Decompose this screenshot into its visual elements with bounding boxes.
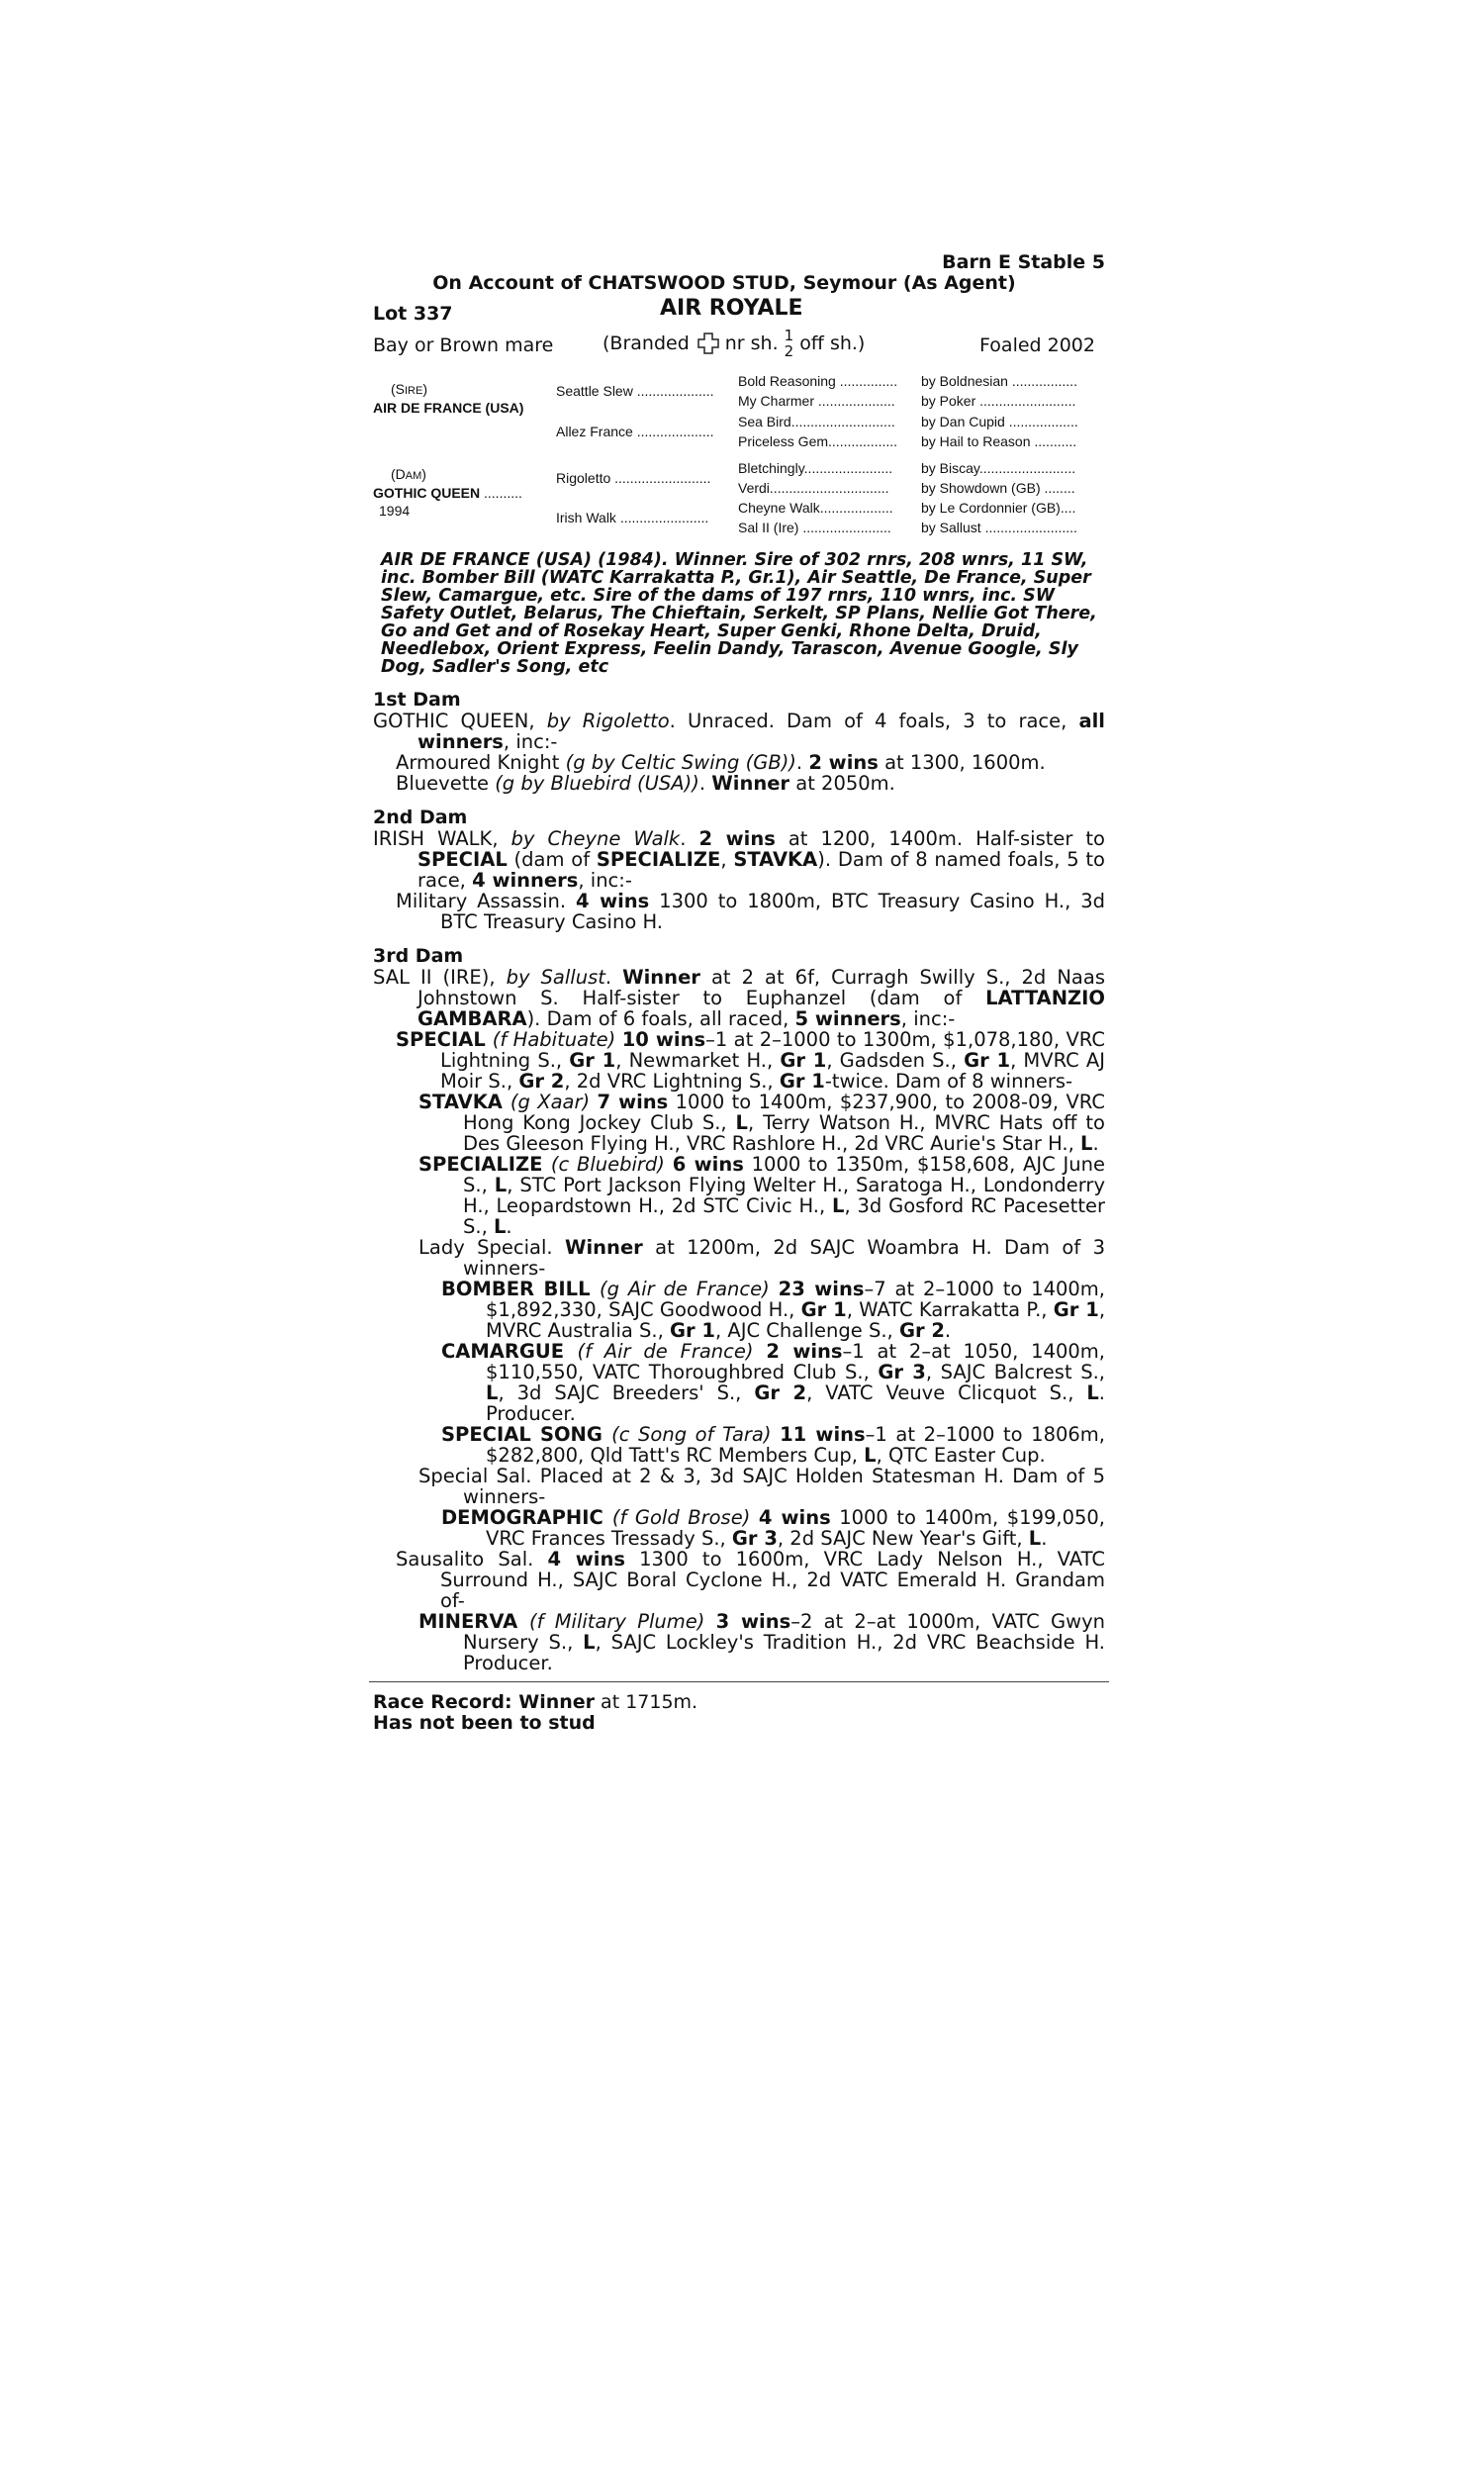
progeny-sausalito-sal: Sausalito Sal. 4 wins 1300 to 1600m, VRC Lady Nelson H., VATC Surround H., SAJC Boral Cyclone H., 2d VATC Emerald H. Grandam of- — [396, 1548, 1105, 1612]
gen4-8: by Sallust ........................ — [921, 520, 1077, 535]
foaled-year: Foaled 2002 — [979, 334, 1095, 356]
progeny-bomber-bill: BOMBER BILL (g Air de France) 23 wins–7 at 2–1000 to 1400m, $1,892,330, SAJC Goodwood H., Gr 1, WATC Karrakatta P., Gr 1, MVRC Australia S., Gr 1, AJC Challenge S., Gr 2. — [441, 1278, 1106, 1342]
second-dam-heading: 2nd Dam — [373, 807, 468, 828]
catalogue-page — [373, 252, 1105, 1734]
gen3-1: Bold Reasoning ............... — [738, 373, 898, 389]
colour-sex: Bay or Brown mare — [373, 334, 554, 356]
gen4-7: by Le Cordonnier (GB).... — [921, 500, 1076, 516]
grandsire-1: Seattle Slew .................... — [556, 383, 714, 399]
stud-status: Has not been to stud — [373, 1712, 596, 1734]
progeny-special: SPECIAL (f Habituate) 10 wins–1 at 2–1000 to 1300m, $1,078,180, VRC Lightning S., Gr 1, Newmarket H., Gr 1, Gadsden S., Gr 1, MVRC AJ Moir S., Gr 2, 2d VRC Lightning S., Gr 1-twice. Dam of 8 winners- — [396, 1028, 1106, 1093]
gen3-3: Sea Bird........................... — [738, 414, 895, 429]
lot-row — [373, 298, 1105, 328]
brand-mark-icon — [696, 331, 721, 356]
progeny-stavka: STAVKA (g Xaar) 7 wins 1000 to 1400m, $237,900, to 2008-09, VRC Hong Kong Jockey Club S., L, Terry Watson H., MVRC Hats off to Des Gleeson Flying H., VRC Rashlore H., 2d VRC Aurie's Star H., L. — [418, 1091, 1106, 1155]
gen4-1: by Boldnesian ................. — [921, 373, 1077, 389]
first-dam-entry: GOTHIC QUEEN, by Rigoletto. Unraced. Dam of 4 foals, 3 to race, all winners, inc:- — [373, 710, 1105, 753]
divider — [369, 1681, 1109, 1682]
gen3-7: Cheyne Walk................... — [738, 500, 893, 516]
gen3-2: My Charmer .................... — [738, 393, 895, 409]
progeny-minerva: MINERVA (f Military Plume) 3 wins–2 at 2–at 1000m, VATC Gwyn Nursery S., L, SAJC Lockley's Tradition H., 2d VRC Beachside H. Producer. — [418, 1610, 1105, 1674]
sire-name: AIR DE FRANCE (USA) — [373, 400, 524, 416]
brand-mid: nr sh. — [724, 332, 779, 354]
progeny-demographic: DEMOGRAPHIC (f Gold Brose) 4 wins 1000 to 1400m, $199,050, VRC Frances Tressady S., Gr 3, 2d SAJC New Year's Gift, L. — [441, 1506, 1105, 1550]
third-dam-heading: 3rd Dam — [373, 945, 464, 967]
lot-number: Lot 337 — [373, 303, 453, 325]
progeny-specialize: SPECIALIZE (c Bluebird) 6 wins 1000 to 1350m, $158,608, AJC June S., L, STC Port Jackson Flying Welter H., Saratoga H., Londonderry H., Leopardstown H., 2d STC Civic H., L, 3d Gosford RC Pacesetter S., L. — [418, 1153, 1106, 1238]
gen3-5: Bletchingly....................... — [738, 460, 893, 476]
brand-description — [603, 328, 865, 359]
brand-fraction — [785, 328, 794, 359]
brand-close: off sh.) — [799, 332, 866, 354]
grandsire-2: Rigoletto ......................... — [556, 470, 711, 486]
gen4-2: by Poker ......................... — [921, 393, 1076, 409]
brand-open: (Branded — [603, 332, 690, 354]
vendor-account: On Account of CHATSWOOD STUD, Seymour (As Agent) — [432, 272, 1016, 294]
fraction-denominator: 2 — [784, 342, 794, 360]
first-dam-heading: 1st Dam — [373, 689, 461, 711]
fraction-numerator: 1 — [784, 327, 794, 344]
gen3-8: Sal II (Ire) ....................... — [738, 520, 891, 535]
gen4-3: by Dan Cupid .................. — [921, 414, 1078, 429]
gen3-6: Verdi............................... — [738, 480, 889, 496]
dam-year: 1994 — [379, 503, 411, 519]
dam-label: (DAM) — [391, 466, 426, 482]
granddam-2: Irish Walk ....................... — [556, 510, 709, 525]
progeny-lady-special: Lady Special. Winner at 1200m, 2d SAJC Woambra H. Dam of 3 winners- — [418, 1236, 1105, 1280]
progeny-armoured-knight: Armoured Knight (g by Celtic Swing (GB)). 2 wins at 1300, 1600m. — [396, 751, 1046, 774]
horse-name: AIR ROYALE — [660, 296, 803, 321]
progeny-military-assassin: Military Assassin. 4 wins 1300 to 1800m, BTC Treasury Casino H., 3d BTC Treasury Casino H. — [396, 890, 1106, 933]
sire-label: (SIRE) — [391, 381, 428, 397]
dam-name: GOTHIC QUEEN .......... — [373, 485, 522, 501]
progeny-special-song: SPECIAL SONG (c Song of Tara) 11 wins–1 at 2–1000 to 1806m, $282,800, Qld Tatt's RC Members Cup, L, QTC Easter Cup. — [441, 1423, 1105, 1467]
granddam-1: Allez France .................... — [556, 424, 714, 439]
sire-note: AIR DE FRANCE (USA) (1984). Winner. Sire of 302 rnrs, 208 wnrs, 11 SW, inc. Bomber Bill (WATC Karrakatta P., Gr.1), Air Seattle, De France, Super Slew, Camargue, etc. Sire of the dams of 197 rnrs, 110 wnrs, inc. SW Safety Outlet, Belarus, The Chieftain, Serkelt, SP Plans, Nellie Got There, Go and Get and of Rosekay Heart, Super Genki, Rhone Delta, Druid, Needlebox, Orient Express, Feelin Dandy, Tarascon, Avenue Google, Sly Dog, Sadler's Song, etc — [381, 550, 1097, 677]
gen4-5: by Biscay......................... — [921, 460, 1076, 476]
pedigree-table — [373, 371, 1105, 541]
race-record: Race Record: Winner at 1715m. — [373, 1691, 698, 1713]
second-dam-entry: IRISH WALK, by Cheyne Walk. 2 wins at 1200, 1400m. Half-sister to SPECIAL (dam of SPECIALIZE, STAVKA). Dam of 8 named foals, 5 to race, 4 winners, inc:- — [373, 827, 1105, 892]
gen4-6: by Showdown (GB) ........ — [921, 480, 1075, 496]
progeny-special-sal: Special Sal. Placed at 2 & 3, 3d SAJC Holden Statesman H. Dam of 5 winners- — [418, 1465, 1105, 1508]
gen3-4: Priceless Gem.................. — [738, 433, 898, 449]
barn-stable: Barn E Stable 5 — [942, 251, 1105, 273]
description-row — [373, 328, 1105, 363]
gen4-4: by Hail to Reason ........... — [921, 433, 1077, 449]
progeny-camargue: CAMARGUE (f Air de France) 2 wins–1 at 2–at 1050, 1400m, $110,550, VATC Thoroughbred Club S., Gr 3, SAJC Balcrest S., L, 3d SAJC Breeders' S., Gr 2, VATC Veuve Clicquot S., L. Producer. — [441, 1340, 1105, 1425]
third-dam-entry: SAL II (IRE), by Sallust. Winner at 2 at 6f, Curragh Swilly S., 2d Naas Johnstown S. Half-sister to Euphanzel (dam of LATTANZIO GAMBARA). Dam of 6 foals, all raced, 5 winners, inc:- — [373, 966, 1105, 1030]
progeny-bluevette: Bluevette (g by Bluebird (USA)). Winner at 2050m. — [396, 772, 895, 795]
